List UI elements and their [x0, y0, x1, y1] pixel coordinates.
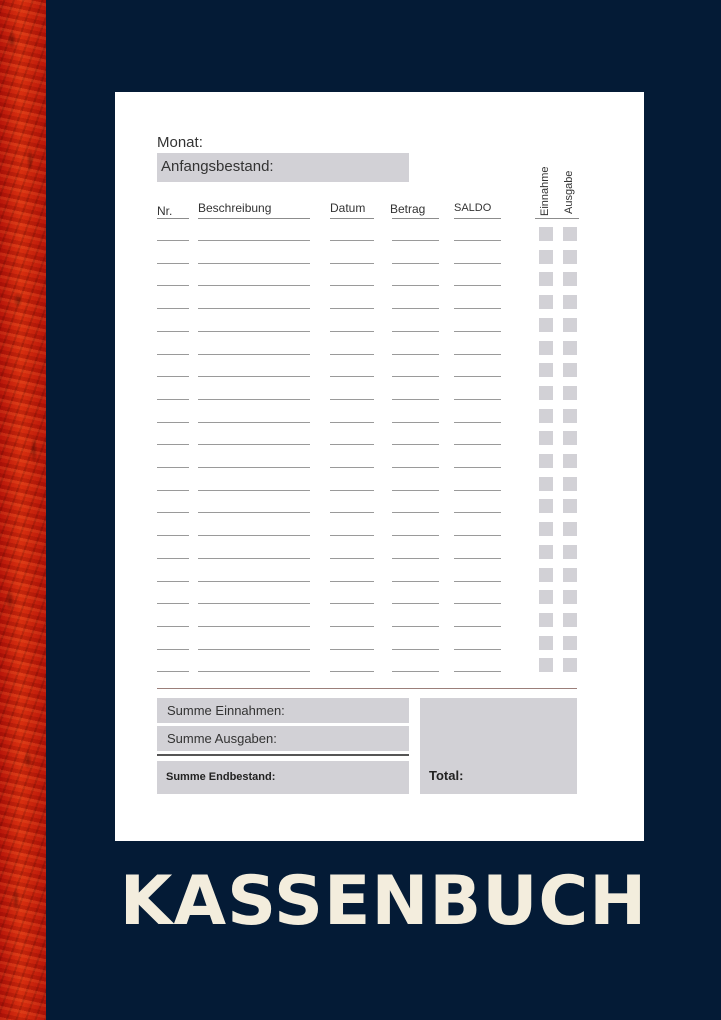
row-line[interactable] — [330, 467, 374, 468]
row-line[interactable] — [157, 263, 189, 264]
row-line[interactable] — [454, 558, 501, 559]
row-line[interactable] — [157, 399, 189, 400]
row-line[interactable] — [330, 399, 374, 400]
row-line[interactable] — [198, 671, 310, 672]
ausgabe-checkbox[interactable] — [563, 272, 577, 286]
row-line[interactable] — [392, 376, 439, 377]
row-line[interactable] — [392, 263, 439, 264]
row-line[interactable] — [157, 603, 189, 604]
row-line[interactable] — [454, 263, 501, 264]
row-line[interactable] — [157, 240, 189, 241]
row-line[interactable] — [157, 285, 189, 286]
column-header-beschreibung: Beschreibung — [198, 201, 272, 215]
row-line[interactable] — [198, 512, 310, 513]
einnahme-checkbox[interactable] — [539, 295, 553, 309]
row-line[interactable] — [198, 399, 310, 400]
row-line[interactable] — [392, 444, 439, 445]
row-line[interactable] — [157, 354, 189, 355]
einnahme-checkbox[interactable] — [539, 477, 553, 491]
row-line[interactable] — [330, 354, 374, 355]
row-line[interactable] — [454, 399, 501, 400]
ausgabe-checkbox[interactable] — [563, 386, 577, 400]
row-line[interactable] — [198, 308, 310, 309]
row-line[interactable] — [198, 535, 310, 536]
row-line[interactable] — [330, 376, 374, 377]
einnahme-checkbox[interactable] — [539, 545, 553, 559]
row-line[interactable] — [157, 490, 189, 491]
einnahme-checkbox[interactable] — [539, 386, 553, 400]
row-line[interactable] — [392, 603, 439, 604]
row-line[interactable] — [157, 512, 189, 513]
einnahme-checkbox[interactable] — [539, 636, 553, 650]
row-line[interactable] — [392, 626, 439, 627]
ausgabe-checkbox[interactable] — [563, 431, 577, 445]
ausgabe-checkbox[interactable] — [563, 613, 577, 627]
row-line[interactable] — [157, 581, 189, 582]
column-header-betrag: Betrag — [390, 202, 426, 216]
ausgabe-checkbox[interactable] — [563, 227, 577, 241]
row-line[interactable] — [157, 535, 189, 536]
row-line[interactable] — [157, 376, 189, 377]
einnahme-checkbox[interactable] — [539, 409, 553, 423]
row-line[interactable] — [392, 467, 439, 468]
row-line[interactable] — [198, 422, 310, 423]
row-line[interactable] — [454, 467, 501, 468]
row-line[interactable] — [330, 422, 374, 423]
row-line[interactable] — [157, 422, 189, 423]
total-label: Total: — [429, 768, 464, 783]
row-line[interactable] — [392, 490, 439, 491]
summe-einnahmen-label: Summe Einnahmen: — [167, 703, 285, 718]
row-line[interactable] — [392, 581, 439, 582]
einnahme-checkbox[interactable] — [539, 431, 553, 445]
einnahme-checkbox[interactable] — [539, 318, 553, 332]
column-header-underline — [392, 218, 439, 219]
column-header-underline — [535, 218, 579, 219]
row-line[interactable] — [330, 603, 374, 604]
row-line[interactable] — [392, 354, 439, 355]
row-line[interactable] — [157, 331, 189, 332]
ausgabe-checkbox[interactable] — [563, 545, 577, 559]
column-header-underline — [157, 218, 189, 219]
row-line[interactable] — [330, 490, 374, 491]
einnahme-checkbox[interactable] — [539, 613, 553, 627]
row-line[interactable] — [454, 603, 501, 604]
row-line[interactable] — [198, 626, 310, 627]
row-line[interactable] — [198, 558, 310, 559]
einnahme-checkbox[interactable] — [539, 499, 553, 513]
row-line[interactable] — [198, 240, 310, 241]
row-line[interactable] — [454, 354, 501, 355]
row-line[interactable] — [330, 626, 374, 627]
anfangsbestand-field[interactable] — [157, 153, 409, 182]
row-line[interactable] — [198, 490, 310, 491]
row-line[interactable] — [157, 671, 189, 672]
einnahme-checkbox[interactable] — [539, 341, 553, 355]
ausgabe-checkbox[interactable] — [563, 590, 577, 604]
summe-ausgaben-field[interactable] — [157, 726, 409, 751]
row-line[interactable] — [157, 308, 189, 309]
cover-title: KASSENBUCH — [119, 862, 648, 941]
ausgabe-checkbox[interactable] — [563, 318, 577, 332]
row-line[interactable] — [198, 444, 310, 445]
ausgabe-checkbox[interactable] — [563, 341, 577, 355]
row-line[interactable] — [454, 626, 501, 627]
row-line[interactable] — [454, 444, 501, 445]
row-line[interactable] — [330, 240, 374, 241]
row-line[interactable] — [454, 422, 501, 423]
row-line[interactable] — [157, 558, 189, 559]
ausgabe-checkbox[interactable] — [563, 477, 577, 491]
row-line[interactable] — [392, 285, 439, 286]
row-line[interactable] — [198, 467, 310, 468]
einnahme-checkbox[interactable] — [539, 272, 553, 286]
row-line[interactable] — [330, 308, 374, 309]
einnahme-checkbox[interactable] — [539, 590, 553, 604]
summe-endbestand-label: Summe Endbestand: — [166, 771, 276, 783]
einnahme-checkbox[interactable] — [539, 658, 553, 672]
row-line[interactable] — [330, 535, 374, 536]
row-line[interactable] — [392, 331, 439, 332]
row-line[interactable] — [392, 535, 439, 536]
ausgabe-checkbox[interactable] — [563, 636, 577, 650]
row-line[interactable] — [198, 263, 310, 264]
ausgabe-checkbox[interactable] — [563, 363, 577, 377]
row-line[interactable] — [454, 581, 501, 582]
column-header-underline — [198, 218, 310, 219]
row-line[interactable] — [330, 444, 374, 445]
row-line[interactable] — [454, 331, 501, 332]
ausgabe-checkbox[interactable] — [563, 295, 577, 309]
einnahme-checkbox[interactable] — [539, 250, 553, 264]
column-header-underline — [454, 218, 501, 219]
row-line[interactable] — [198, 331, 310, 332]
column-header-saldo: SALDO — [454, 202, 492, 214]
endbestand-separator — [157, 754, 409, 756]
einnahme-checkbox[interactable] — [539, 568, 553, 582]
row-line[interactable] — [330, 512, 374, 513]
einnahme-checkbox[interactable] — [539, 522, 553, 536]
ausgabe-checkbox[interactable] — [563, 568, 577, 582]
row-line[interactable] — [330, 558, 374, 559]
row-line[interactable] — [198, 649, 310, 650]
monat-label: Monat: — [157, 134, 203, 151]
einnahme-checkbox[interactable] — [539, 363, 553, 377]
column-header-einnahme: Einnahme — [539, 166, 551, 216]
row-line[interactable] — [198, 581, 310, 582]
row-line[interactable] — [392, 649, 439, 650]
row-line[interactable] — [454, 512, 501, 513]
red-textured-spine — [0, 0, 46, 1020]
row-line[interactable] — [392, 308, 439, 309]
anfangsbestand-label: Anfangsbestand: — [161, 158, 274, 175]
row-line[interactable] — [454, 285, 501, 286]
row-line[interactable] — [454, 535, 501, 536]
ausgabe-checkbox[interactable] — [563, 658, 577, 672]
row-line[interactable] — [392, 399, 439, 400]
ausgabe-checkbox[interactable] — [563, 522, 577, 536]
row-line[interactable] — [330, 649, 374, 650]
column-header-datum: Datum — [330, 201, 366, 215]
row-line[interactable] — [157, 467, 189, 468]
row-line[interactable] — [157, 649, 189, 650]
ausgabe-checkbox[interactable] — [563, 250, 577, 264]
summary-separator — [157, 688, 577, 689]
ausgabe-checkbox[interactable] — [563, 499, 577, 513]
row-line[interactable] — [157, 444, 189, 445]
row-line[interactable] — [392, 558, 439, 559]
row-line[interactable] — [157, 626, 189, 627]
row-line[interactable] — [454, 671, 501, 672]
row-line[interactable] — [454, 240, 501, 241]
total-field[interactable] — [420, 698, 577, 794]
row-line[interactable] — [392, 422, 439, 423]
row-line[interactable] — [198, 285, 310, 286]
row-line[interactable] — [454, 490, 501, 491]
ausgabe-checkbox[interactable] — [563, 409, 577, 423]
summe-einnahmen-field[interactable] — [157, 698, 409, 723]
row-line[interactable] — [330, 331, 374, 332]
column-header-nr: Nr. — [157, 204, 173, 218]
row-line[interactable] — [454, 376, 501, 377]
column-header-underline — [330, 218, 374, 219]
row-line[interactable] — [198, 376, 310, 377]
row-line[interactable] — [392, 240, 439, 241]
row-line[interactable] — [392, 671, 439, 672]
column-header-ausgabe: Ausgabe — [563, 170, 575, 214]
einnahme-checkbox[interactable] — [539, 454, 553, 468]
row-line[interactable] — [330, 581, 374, 582]
row-line[interactable] — [198, 603, 310, 604]
row-line[interactable] — [392, 512, 439, 513]
row-line[interactable] — [330, 285, 374, 286]
ledger-page — [115, 92, 644, 841]
ausgabe-checkbox[interactable] — [563, 454, 577, 468]
summe-endbestand-field[interactable] — [157, 761, 409, 794]
row-line[interactable] — [330, 263, 374, 264]
row-line[interactable] — [454, 649, 501, 650]
row-line[interactable] — [198, 354, 310, 355]
summe-ausgaben-label: Summe Ausgaben: — [167, 731, 277, 746]
row-line[interactable] — [454, 308, 501, 309]
row-line[interactable] — [330, 671, 374, 672]
einnahme-checkbox[interactable] — [539, 227, 553, 241]
